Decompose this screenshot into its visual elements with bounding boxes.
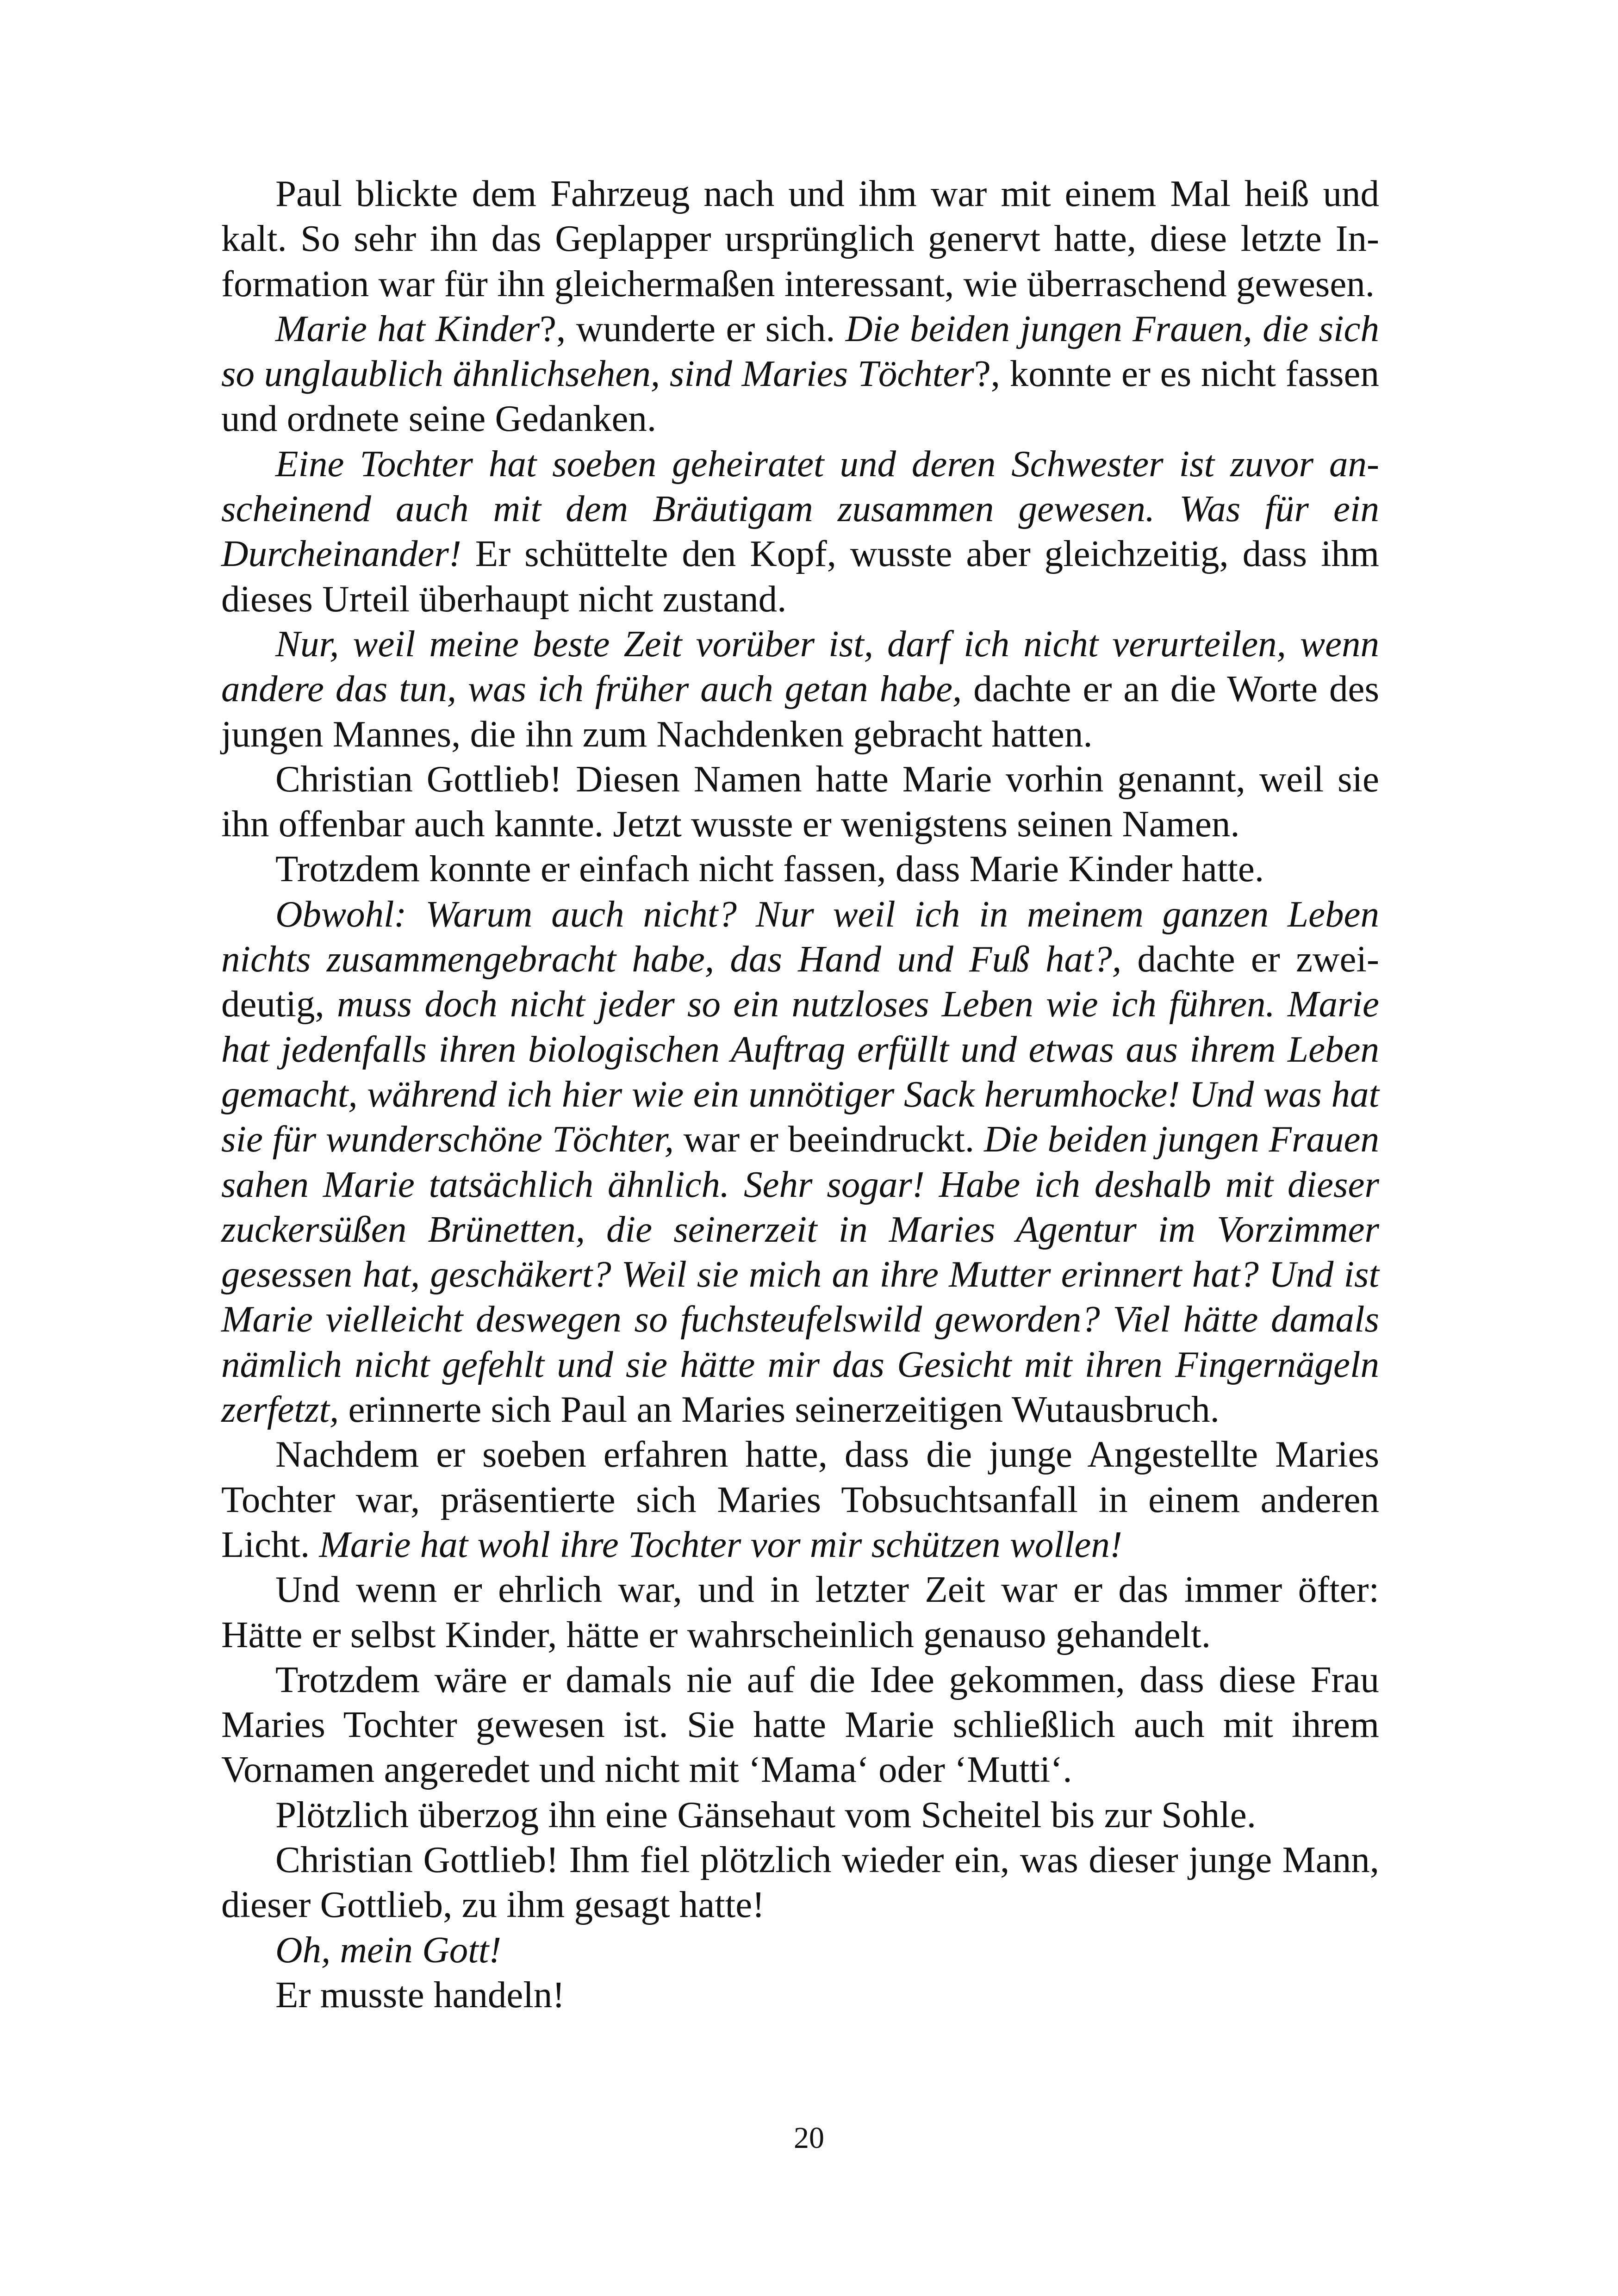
italic-text-segment: Die beiden jungen Frauen sahen Marie tatsächlich ähnlich. Sehr sogar! Habe ich deshalb mit dieser zuckersüßen Brünetten, die seinerzeit in Maries Agentur im Vorzimmer gesessen hat, geschäkert? Weil sie mich an ihre Mutter erinnert hat? Und ist Marie vielleicht deswegen so fuchsteufelswild geworden? Viel hätte damals nämlich nicht gefehlt und sie hätte mir das Gesicht mit ihren Fingernägeln zerfetzt, bbox=[221, 1118, 1379, 1431]
text-segment: war er beeindruckt. bbox=[673, 1118, 984, 1160]
page-number: 20 bbox=[794, 2121, 824, 2155]
paragraph bbox=[221, 306, 1379, 442]
italic-text-segment: Marie hat wohl ihre Tochter vor mir schützen wollen! bbox=[319, 1523, 1122, 1565]
text-segment: dachte er an die Worte des jungen Mannes, die ihn zum Nachdenken gebracht hatten. bbox=[221, 668, 1379, 755]
text-segment: Christian Gottlieb! Ihm fiel plötzlich wieder ein, was dieser junge Mann, dieser Gottlieb, zu ihm gesagt hatte! bbox=[221, 1838, 1379, 1926]
text-segment: ?, wunderte er sich. bbox=[540, 307, 846, 349]
text-segment: ?, konnte er es nicht fassen und ordnete seine Gedanken. bbox=[221, 353, 1379, 440]
text-segment: Trotzdem konnte er einfach nicht fassen, dass Marie Kinder hatte. bbox=[275, 848, 1264, 890]
paragraph bbox=[221, 1792, 1379, 1837]
paragraph bbox=[221, 1837, 1379, 1928]
paragraph bbox=[221, 1567, 1379, 1657]
text-segment: erinnerte sich Paul an Maries seinerzeitigen Wutausbruch. bbox=[339, 1388, 1220, 1431]
italic-text-segment: Die beiden jungen Frauen, die sich so unglaublich ähnlichsehen, sind Maries Töchter bbox=[221, 307, 1380, 395]
paragraph bbox=[221, 892, 1379, 1432]
text-segment: dachte er zweideutig, bbox=[221, 938, 1379, 1025]
text-segment: Und wenn er ehrlich war, und in letzter Zeit war er das immer öfter: Hätte er selbst Kinder, hätte er wahrscheinlich genauso gehandelt. bbox=[221, 1568, 1379, 1655]
paragraph bbox=[221, 171, 1379, 306]
paragraph bbox=[221, 442, 1379, 622]
italic-text-segment: Eine Tochter hat soeben geheiratet und deren Schwester ist zuvor anscheinend auch mit dem Bräutigam zusammen gewesen. Was für ein Durcheinander! bbox=[221, 442, 1379, 575]
paragraph bbox=[221, 1432, 1379, 1567]
text-segment: Er schüttelte den Kopf, wusste aber gleichzeitig, dass ihm dieses Urteil überhaupt nicht zustand. bbox=[221, 533, 1379, 620]
body-text bbox=[221, 171, 1379, 2017]
text-segment: Christian Gottlieb! Diesen Namen hatte Marie vorhin genannt, weil sie ihn offenbar auch kannte. Jetzt wusste er wenigstens seinen Namen. bbox=[221, 758, 1379, 845]
text-segment: Paul blickte dem Fahrzeug nach und ihm war mit einem Mal heiß und kalt. So sehr ihn das Geplapper ursprünglich genervt hatte, diese letzte Information war für ihn gleichermaßen interessant, wie überraschend gewesen. bbox=[221, 173, 1379, 305]
italic-text-segment: Oh, mein Gott! bbox=[275, 1929, 502, 1971]
paragraph bbox=[221, 1972, 1379, 2017]
paragraph bbox=[221, 757, 1379, 847]
text-segment: Plötzlich überzog ihn eine Gänsehaut vom Scheitel bis zur Sohle. bbox=[275, 1793, 1257, 1836]
italic-text-segment: muss doch nicht jeder so ein nutzloses Leben wie ich führen. Marie hat jedenfalls ihren biologischen Auftrag erfüllt und etwas aus ihrem Leben gemacht, während ich hier wie ein unnötiger Sack herumhocke! Und was hat sie für wunderschöne Töchter, bbox=[221, 983, 1380, 1160]
text-segment: Nachdem er soeben erfahren hatte, dass die junge Angestellte Maries Tochter war, präsentierte sich Maries Tobsuchtsanfall in einem anderen Licht. bbox=[221, 1433, 1379, 1565]
paragraph bbox=[221, 1928, 1379, 1972]
paragraph bbox=[221, 1657, 1379, 1792]
italic-text-segment: Obwohl: Warum auch nicht? Nur weil ich in meinem ganzen Leben nichts zusammengebracht habe, das Hand und Fuß hat?, bbox=[221, 893, 1379, 980]
italic-text-segment: Nur, weil meine beste Zeit vorüber ist, darf ich nicht verurteilen, wenn andere das tun, was ich früher auch getan habe, bbox=[221, 622, 1379, 710]
italic-text-segment: Marie hat Kinder bbox=[275, 307, 540, 349]
paragraph bbox=[221, 846, 1379, 891]
text-segment: Er musste handeln! bbox=[275, 1973, 565, 2016]
paragraph bbox=[221, 622, 1379, 757]
text-segment: Trotzdem wäre er damals nie auf die Idee gekommen, dass diese Frau Maries Tochter gewesen ist. Sie hatte Marie schließlich auch mit ihrem Vornamen angeredet und nicht mit ‘Mama‘ oder ‘Mutti‘. bbox=[221, 1658, 1379, 1791]
